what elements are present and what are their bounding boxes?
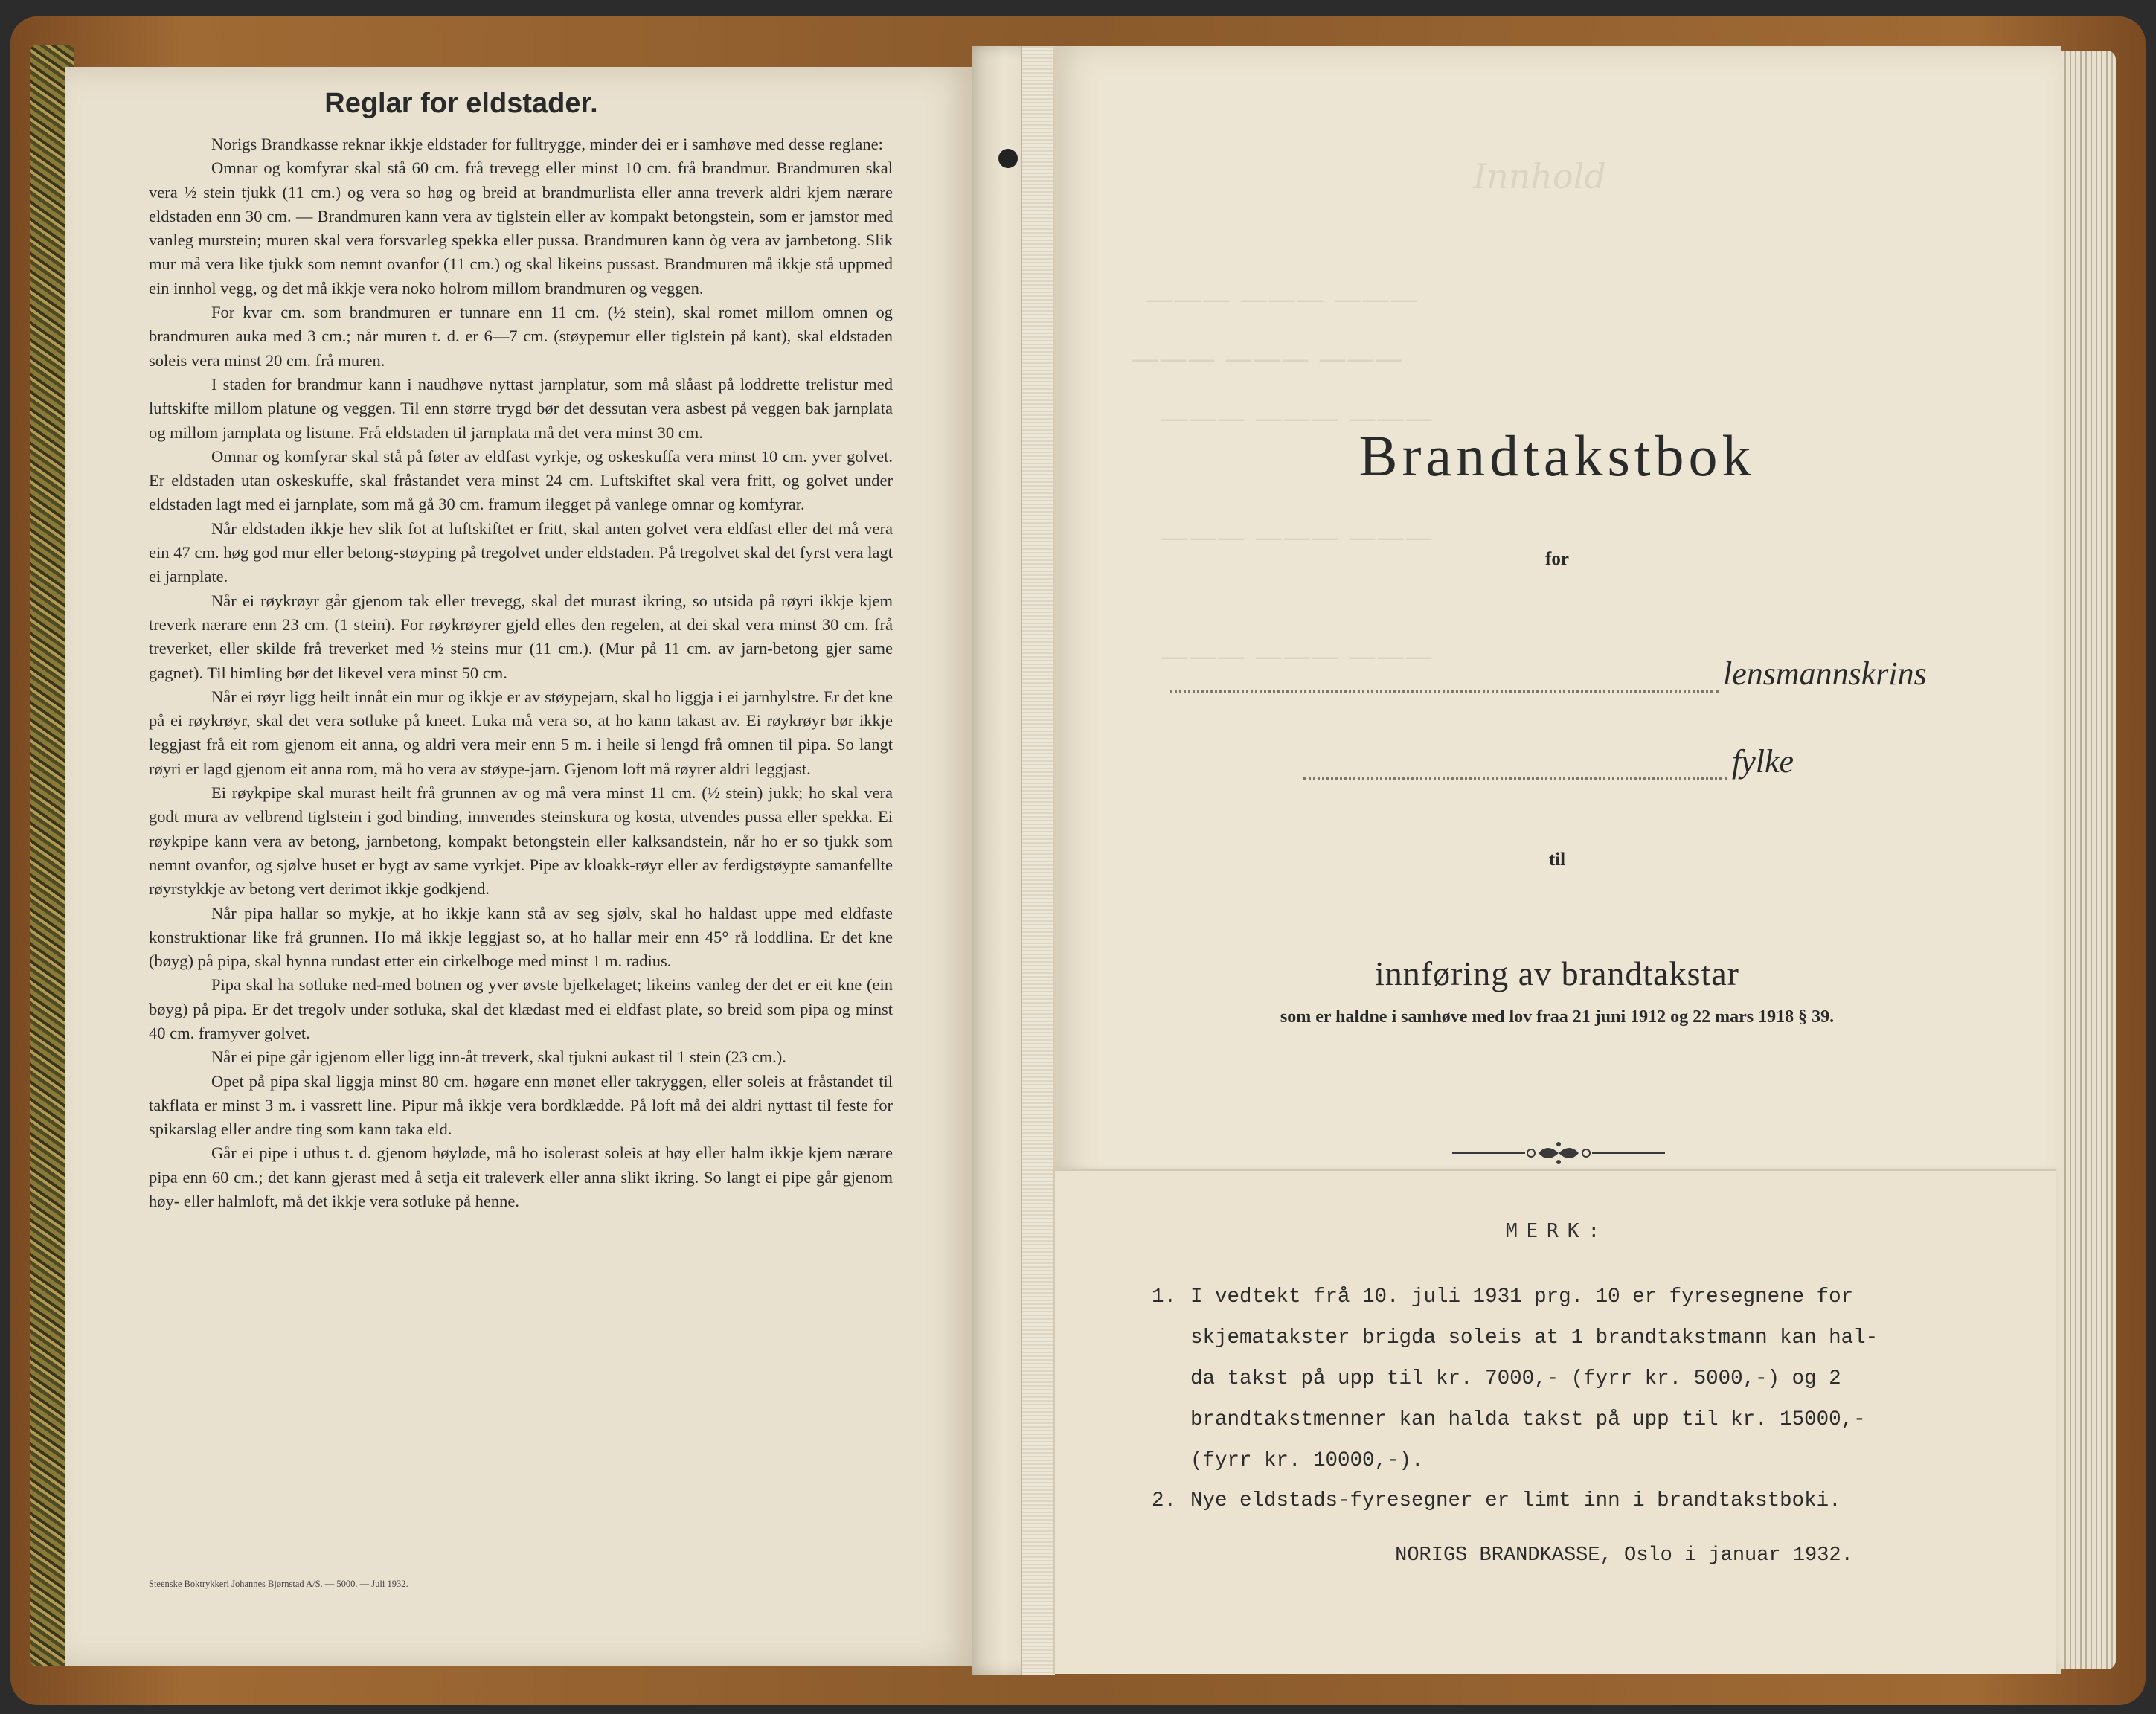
for-label: for bbox=[1545, 549, 1569, 569]
rules-body bbox=[149, 132, 893, 1213]
show-through-mark: ——— ——— ——— bbox=[1161, 521, 1434, 553]
show-through-mark: ——— ——— ——— bbox=[1161, 640, 1434, 673]
merk-line: (fyrr kr. 10000,-). bbox=[1190, 1449, 1424, 1472]
show-through-mark: Innhold bbox=[1473, 156, 1606, 196]
county-fill-line bbox=[1303, 777, 1727, 780]
rules-paragraph: Når ei pipe går igjenom eller ligg inn-åt treverk, skal tjukni aukast til 1 stein (23 cm.). bbox=[211, 1047, 786, 1067]
rules-paragraph: Omnar og komfyrar skal stå 60 cm. frå trevegg eller minst 10 cm. frå brandmur. Brandmuren skal vera ½ stein tjukk (11 cm.) og vera so høg og breid at brandmurlista eller anna treverk aldri kjem nærare eldstaden enn 30 cm. — Brandmuren kann vera av tiglstein eller av kompakt betongstein, som er jamstor med vanleg murstein; muren skal vera forsvarleg spekka eller pussa. Brandmuren kann òg vera av jarnbetong. Slik mur må vera like tjukk som nemnt ovanfor (11 cm.) og skal likeins pussast. Brandmuren må ikkje stå uppmed ein innhol vegg, og det må ikkje vera noko holrom millom brandmuren og veggen. bbox=[149, 158, 893, 298]
rules-paragraph: Norigs Brandkasse reknar ikkje eldstader for fulltrygge, minder dei er i samhøve med desse reglane: bbox=[211, 135, 883, 153]
merk-line: Nye eldstads-fyresegner er limt inn i brandtakstboki. bbox=[1190, 1489, 1841, 1512]
book-title: Brandtakstbok bbox=[1358, 423, 1756, 488]
district-label: lensmannskrins bbox=[1723, 655, 1927, 692]
show-through-mark: ——— ——— ——— bbox=[1146, 283, 1419, 315]
merk-item-1 bbox=[1152, 1277, 1942, 1481]
binding-hole bbox=[998, 149, 1018, 168]
rules-title: Reglar for eldstader. bbox=[324, 88, 598, 119]
spine-binding bbox=[1021, 46, 1055, 1675]
merk-item-number: 1. bbox=[1152, 1286, 1177, 1309]
district-fill-line bbox=[1170, 690, 1719, 693]
county-label: fylke bbox=[1732, 743, 1794, 780]
rules-paragraph: Når ei røyr ligg heilt innåt ein mur og ikkje er av støypejarn, skal ho liggja i ei jarnhylstre. Er det kne på ei røykrøyr, skal det vera sotluke på kneet. Luka må vera so, at ho kann takast av. Ei røykrøyr bør ikkje leggjast frå eit rom gjenom eit anna, og aldri vera meir enn 5 m. i heile si lengd frå omnen til pipa. So langt røyri er lagd gjenom eit anna rom, må ho vera av støype-jarn. Gjenom loft må røyrer aldri leggjast. bbox=[149, 687, 893, 778]
merk-line: I vedtekt frå 10. juli 1931 prg. 10 er fyresegnene for bbox=[1190, 1286, 1854, 1309]
merk-line: da takst på upp til kr. 7000,- (fyrr kr. 5000,-) og 2 bbox=[1190, 1367, 1841, 1390]
rules-paragraph: Når eldstaden ikkje hev slik fot at luftskiftet er fritt, skal anten golvet vera eldfast eller det må vera ein 47 cm. høg god mur eller betong-støyping på tregolvet under eldstaden. På tregolvet skal det fyrst vera lagt ei jarnplate. bbox=[149, 519, 893, 586]
book-subtitle: innføring av brandtakstar bbox=[1375, 954, 1739, 992]
rules-paragraph: Når ei røykrøyr går gjenom tak eller trevegg, skal det murast ikring, so utsida på røyri ikkje kjem treverk nærare enn 23 cm. (1 stein). For røykrøyrer gjeld elles den regelen, at dei skal vera minst 30 cm. frå treverket, eller skilde frå treverket med ½ steins mur (11 cm.). (Mur på 11 cm. av jarn-betong gjer same gagnet). Til himling bør det likevel vera minst 50 cm. bbox=[149, 591, 893, 682]
merk-item-2 bbox=[1152, 1480, 1942, 1521]
merk-line: skjematakster brigda soleis at 1 brandtakstmann kan hal- bbox=[1190, 1326, 1879, 1349]
rules-paragraph: Når pipa hallar so mykje, at ho ikkje kann stå av seg sjølv, skal ho haldast uppe med eldfaste konstruktionar like frå grunnen. Ho må ikkje leggjast so, at ho hallar meir enn 45° rå loddlina. Er det kne (bøyg) på pipa, skal hynna rundast etter ein cirkelboge med minst 1 m. radius. bbox=[149, 903, 893, 971]
rules-paragraph: For kvar cm. som brandmuren er tunnare enn 11 cm. (½ stein), skal romet millom omnen og brandmuren auka med 3 cm.; når muren t. d. er 6—7 cm. (støypemur eller tiglstein på kant), skal eldstaden soleis vera minst 20 cm. frå muren. bbox=[149, 303, 893, 370]
merk-line: brandtakstmenner kan halda takst på upp til kr. 15000,- bbox=[1190, 1408, 1866, 1431]
printer-imprint: Steenske Boktrykkeri Johannes Bjørnstad A/S. — 5000. — Juli 1932. bbox=[149, 1579, 408, 1589]
law-reference: som er haldne i samhøve med lov fraa 21 juni 1912 og 22 mars 1918 § 39. bbox=[1280, 1007, 1835, 1027]
merk-signature: NORIGS BRANDKASSE, Oslo i januar 1932. bbox=[1395, 1544, 1853, 1567]
rules-paragraph: Ei røykpipe skal murast heilt frå grunnen av og må vera minst 11 cm. (½ stein) jukk; ho skal vera godt mura av velbrend tiglstein i god binding, innvendes steinskura og kosta, utvendes pussa eller spekka. Ei røykpipe kann vera av betong, jarnbetong, kompakt betongstein eller kalksandstein, når ho er so tjukk som nemnt ovanfor, og sjølve huset er bygt av same vyrkjet. Pipe av kloakk-røyr eller av ferdigstøypte samanfellte røyrstykkje av betong vert derimot ikkje godkjend. bbox=[149, 783, 893, 899]
merk-heading: MERK: bbox=[1505, 1220, 1609, 1242]
show-through-mark: ——— ——— ——— bbox=[1161, 402, 1434, 434]
page-edges bbox=[2061, 51, 2116, 1669]
til-label: til bbox=[1548, 850, 1566, 870]
merk-item-number: 2. bbox=[1152, 1489, 1177, 1512]
ornament-divider bbox=[1451, 1138, 1666, 1168]
rules-paragraph: Pipa skal ha sotluke ned-med botnen og yver øvste bjelkelaget; likeins vanleg der det er eit kne (ein bøyg) på pipa. Er det tregolv under sotluka, skal det klædast med ei eldfast plate, so breid som pipa og minst 40 cm. framyver golvet. bbox=[149, 975, 893, 1042]
rules-paragraph: I staden for brandmur kann i naudhøve nyttast jarnplatur, som må slåast på loddrette trelistur med luftskifte millom platune og veggen. Til enn større trygd bør det dessutan vera asbest på veggen bak jarnplata og millom jarnplata og listune. Frå eldstaden til jarnplata må det vera minst 30 cm. bbox=[149, 374, 893, 442]
rules-paragraph: Omnar og komfyrar skal stå på føter av eldfast vyrkje, og oskeskuffa vera minst 10 cm. yver golvet. Er eldstaden utan oskeskuffe, skal fråstandet vera minst 24 cm. Luftskiftet skal vera fritt, og golvet under eldstaden lagt med ei jarnplate, som må gå 30 cm. framum ilegget på vanlege omnar og komfyrar. bbox=[149, 446, 893, 514]
rules-paragraph: Opet på pipa skal liggja minst 80 cm. høgare enn mønet eller takryggen, eller soleis at fråstandet til takflata er minst 3 m. i vassrett line. Pipur må ikkje vera bordklædde. På loft må dei aldri nyttast til feste for spikarslag eller andre ting som kann taka eld. bbox=[149, 1071, 893, 1139]
show-through-mark: ——— ——— ——— bbox=[1131, 342, 1404, 375]
rules-paragraph: Går ei pipe i uthus t. d. gjenom høyløde, må ho isolerast soleis at høy eller halm ikkje kjem nærare pipa enn 60 cm.; det kann gjerast med å setja eit traleverk eller anna slikt ikring. So langt ei pipe går gjenom høy- eller halmloft, må det ikkje vera sotluke på henne. bbox=[149, 1143, 893, 1211]
